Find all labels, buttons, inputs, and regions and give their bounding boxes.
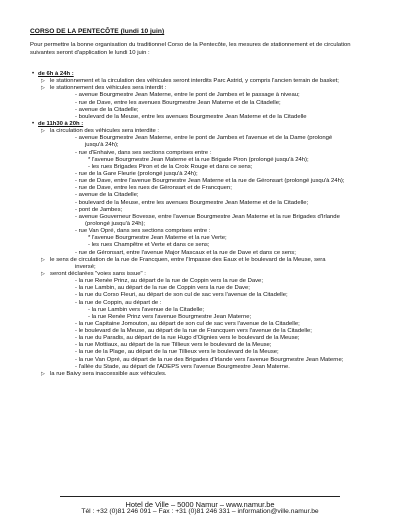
measure-subitem — [30, 342, 375, 349]
measure-subitem — [30, 157, 375, 164]
measure-text: - les rues Champêtre et Verte et dans ce sens; — [88, 242, 210, 249]
measure-subitem — [30, 185, 375, 192]
measure-item — [30, 85, 375, 92]
measure-text: - l'allée du Stade, au départ de l'ADEPS vers l'avenue Bourgmestre Jean Materne. — [75, 363, 290, 370]
measure-subitem — [30, 107, 375, 114]
measure-text: - la rue Lambin vers l'avenue de la Citadelle; — [88, 306, 205, 313]
arrow-bullet-icon: ▷ — [41, 128, 45, 135]
arrow-bullet-icon: ▷ — [41, 78, 45, 85]
measure-subitem — [30, 92, 375, 99]
measure-item — [30, 128, 375, 135]
measure-text: - avenue Bourgmestre Jean Materne, entre le pont de Jambes et l'avenue et de la Dame (prolongé — [75, 135, 333, 142]
measure-subitem — [30, 150, 375, 157]
measure-subitem — [30, 357, 375, 364]
arrow-bullet-icon: ▷ — [41, 256, 45, 263]
measure-text: - les rues Brigades Piron et de la Croix Rouge et dans ce sens; — [88, 163, 253, 170]
section-heading-text: de 6h à 24h : — [38, 71, 74, 77]
measure-subitem — [30, 285, 375, 292]
measure-text: - avenue Gouverneur Bovesse, entre l'avenue Bourgmestre Jean Materne et la rue Brigades d'Irlande — [75, 213, 340, 220]
measure-subitem — [30, 178, 375, 185]
measure-text: le sens de circulation de la rue de Francquen, entre l'Impasse des Eaux et le boulevard de la Meuse, sera — [50, 256, 326, 263]
measure-subitem — [30, 228, 375, 235]
measures-list — [30, 71, 375, 378]
footer-contact: Tél : +32 (0)81 246 091 – Fax : +31 (0)81 246 331 – information@ville.namur.be — [81, 508, 319, 515]
measure-subitem — [30, 300, 375, 307]
measure-subitem — [30, 328, 375, 335]
measure-text: - avenue de la Citadelle; — [75, 106, 139, 113]
measure-item — [30, 78, 375, 85]
measure-text: - le boulevard de la Meuse, au départ de la rue de Francquen vers l'avenue de la Citadelle; — [75, 328, 312, 335]
measure-item — [30, 257, 375, 264]
measure-subitem — [30, 349, 375, 356]
arrow-bullet-icon: ▷ — [41, 370, 45, 377]
measure-subitem — [30, 142, 375, 149]
bullet-icon: • — [32, 71, 35, 77]
measure-text: - avenue de la Citadelle; — [75, 192, 139, 199]
measure-text: - la rue de Coppin, au départ de : — [75, 299, 162, 306]
measure-subitem — [30, 135, 375, 142]
intro-paragraph: Pour permettre la bonne organisation du traditionnel Corso de la Pentecôte, les mesures de stationnement et de circulation suivantes seront d'application le lundi 10 juin : — [30, 42, 351, 56]
measure-text: jusqu'à 24h); — [85, 142, 119, 149]
footer-address: Hotel de Ville – 5000 Namur – www.namur.be — [125, 500, 275, 509]
measure-subitem — [30, 164, 375, 171]
measure-subitem — [30, 192, 375, 199]
measure-text: - rue de Dave, entre les rues de Géronsart et de Francquen; — [75, 185, 232, 192]
measure-subitem — [30, 321, 375, 328]
measure-text: - rue de la Gare Fleurie (prolongé jusqu'à 24h); — [75, 170, 198, 177]
measure-subitem — [30, 292, 375, 299]
measure-text: - boulevard de la Meuse, entre les avenues Bourgmestre Jean Materne et de la Citadelle — [75, 113, 307, 120]
bullet-icon: • — [32, 120, 35, 127]
section-heading — [30, 71, 375, 78]
arrow-bullet-icon: ▷ — [41, 85, 45, 92]
measure-text: (prolongé jusqu'à 24h); — [85, 220, 146, 227]
section-heading — [30, 121, 375, 128]
measure-text: - boulevard de la Meuse, entre les avenues Bourgmestre Jean Materne et de la Citadelle; — [75, 199, 309, 206]
measure-subitem — [30, 207, 375, 214]
measure-subitem — [30, 364, 375, 371]
measure-subitem — [30, 100, 375, 107]
measure-text: le stationnement et la circulation des véhicules seront interdits Parc Astrid, y compris l'ancien terrain de basket; — [50, 78, 339, 85]
footer-divider — [60, 496, 340, 497]
measure-subitem — [30, 250, 375, 257]
measure-text: - rue de Géronsart, entre l'avenue Major Mascaux et la rue de Dave et dans ce sens; — [75, 249, 296, 256]
measure-text: - rue de Dave, entre l'avenue Bourgmestre Jean Materne et la rue de Géronsart (prolongé jusqu'à 24h); — [75, 178, 345, 185]
measure-item — [30, 371, 375, 378]
measure-text: - la rue du Corso Fleuri, au départ de son cul de sac vers l'avenue de la Citadelle; — [75, 292, 288, 299]
measure-text: - la rue Renée Prinz vers l'avenue Bourgmestre Jean Materne; — [88, 313, 252, 320]
measure-text: inversé; — [75, 263, 96, 270]
measure-subitem — [30, 235, 375, 242]
measure-text: seront déclarées "voies sans issue" : — [50, 270, 146, 277]
measure-subitem — [30, 114, 375, 121]
measure-text: * l'avenue Bourgmestre Jean Materne et la rue Brigade Piron (prolongé jusqu'à 24h); — [88, 156, 309, 163]
measure-subitem — [30, 242, 375, 249]
measure-text: la rue Baivy sera inaccessible aux véhicules. — [50, 370, 167, 377]
measure-text: - la rue de la Plage, au départ de la rue Tillieux vers le boulevard de la Meuse; — [75, 349, 279, 356]
measure-subitem — [30, 200, 375, 207]
measure-text: la circulation des véhicules sera interdite : — [50, 128, 160, 135]
measure-text: - rue d'Enhaive, dans ses sections comprises entre : — [75, 149, 212, 156]
measure-text: - la rue Van Opré, au départ de la rue des Brigades d'Irlande vers l'avenue Bourgmestre Jean Materne; — [75, 356, 344, 363]
measure-text: - la rue Renée Prinz, au départ de la rue de Coppin vers la rue de Dave; — [75, 278, 263, 285]
measure-text: * l'avenue Bourgmestre Jean Materne et la rue Verte; — [88, 235, 227, 242]
measure-text: le stationnement des véhicules sera interdit : — [50, 85, 167, 92]
measure-item — [30, 271, 375, 278]
measure-subitem — [30, 171, 375, 178]
measure-subitem — [30, 335, 375, 342]
measure-subitem — [30, 264, 375, 271]
measure-text: - rue Van Opré, dans ses sections comprises entre : — [75, 228, 211, 235]
measure-text: - pont de Jambes; — [75, 206, 123, 213]
measure-text: - la rue Capitaine Jomouton, au départ de son cul de sac vers l'avenue de la Citadelle; — [75, 320, 300, 327]
section-heading-text: de 11h30 à 20h : — [38, 120, 84, 127]
measure-text: - la rue Lambin, au départ de la rue de Coppin vers la rue de Dave; — [75, 285, 250, 292]
measure-subitem — [30, 221, 375, 228]
measure-text: - rue de Dave, entre les avenues Bourgmestre Jean Materne et de la Citadelle; — [75, 99, 281, 106]
measure-subitem — [30, 314, 375, 321]
measure-subitem — [30, 307, 375, 314]
measure-text: - la rue Mottiaux, au départ de la rue Tillieux vers le boulevard de la Meuse; — [75, 342, 272, 349]
page-title: CORSO DE LA PENTECÔTE (lundi 10 juin) — [30, 28, 165, 35]
measure-subitem — [30, 278, 375, 285]
arrow-bullet-icon: ▷ — [41, 270, 45, 277]
measure-text: - avenue Bourgmestre Jean Materne, entre le pont de Jambes et le passage à niveau; — [75, 92, 300, 99]
measure-subitem — [30, 214, 375, 221]
measure-text: - la rue du Paradis, au départ de la rue Hugo d'Oignies vers le boulevard de la Meuse; — [75, 335, 300, 342]
